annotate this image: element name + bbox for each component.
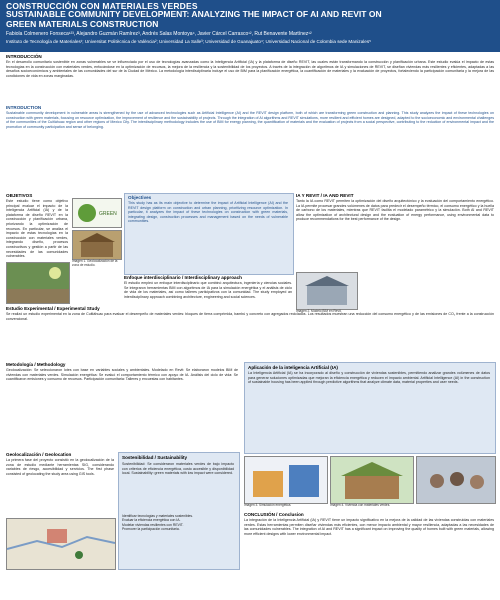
aplicacion-text: La Inteligencia Artificial (IA) se ha incorporado al diseño y construcción de viviendas sostenibles, permitiendo analizar grandes volúmenes de datos para generar soluciones optimizadas que mejoran la eficiencia energética y reducen el impacto ambiental. Artificial Intelligence (AI) in the construction of sustainable housing has been applied through predictive algorithms that analyze climate data, material properties and user needs. [248,371,490,385]
section-conclusion: CONCLUSIÓN / Conclusion [244,512,304,517]
title-line-1: CONSTRUCCIÓN CON MATERIALES VERDES [6,1,198,11]
bullet-item: Promover la participación comunitaria. [122,527,180,532]
site-photo [6,262,70,304]
metodologia-text: Geolocalización: Se seleccionaron lotes con base en variables sociales y ambientales. Modelado en Revit: Se elaboraron modelos BIM de viviendas con materiales verdes. Simulación energética: Se evaluó el comportamiento térmico con apoyo de IA. Análisis del ciclo de vida: Se cuantificaron emisiones y consumo de recursos. Participación comunitaria: Talleres y encuestas con habitantes. [6,368,238,382]
map-image [6,518,116,570]
title-line-2: SUSTAINABLE COMMUNITY DEVELOPMENT: ANALYZING THE IMPACT OF AI AND REVIT ON [6,9,382,19]
simulation-image [244,456,328,504]
caption-fig3: Imagen 3. Simulación energética. [244,503,292,507]
bullet-list [122,514,234,566]
logo-image [72,198,122,228]
section-aplicacion: Aplicación de la inteligencia Artificial (IA) [248,365,338,370]
enfoque-text: El estudio empleó un enfoque interdisciplinario que combinó arquitectura, ingeniería y ciencias sociales. Se integraron herramientas BIM con algoritmos de IA para la simulación energética y el análisis de ciclo de vida de los materiales, así como talleres participativos con la comunidad. The study employed an interdisciplinary approach combining architecture, engineering and social sciences. [124,281,292,299]
svg-text:GREEN: GREEN [99,211,117,217]
caption-fig1: Imagen 1. Geolocalización de la zona de estudio. [72,259,118,267]
bullet-item: Evaluar la eficiencia energética con IA. [122,518,181,523]
house-photo-1 [72,230,122,260]
authors: Fabiola Colmenero Fonseca¹²³, Alejandro Guzmán Ramírez³, Andrés Salas Montoya⁴, Javier Cárcel Carrasco¹², Rut Benavente Martínez¹² [6,31,312,37]
geolocal-text: La primera fase del proyecto consistió en la geolocalización de la zona de estudio mediante herramientas SIG, considerando variables de riesgo, accesibilidad y servicios. The first phase consisted of geolocating the study area using GIS tools. [6,458,114,476]
section-objectives: Objectives [128,195,152,200]
bullet-item: Identificar tecnologías y materiales sostenibles. [122,514,194,518]
conclusion-text: La integración de la Inteligencia Artificial (IA) y REVIT tiene un impacto significativo en la mejora de la calidad de las viviendas construidas con materiales verdes. Estas herramientas permiten diseñar viviendas más eficientes, con menor impacto ambiental y mayor resiliencia, adaptadas a las necesidades de las comunidades vulnerables. The integration of AI and REVIT has a significant impact on improving the quality of homes built with green materials, allowing more efficient designs with lower environmental impact. [244,518,494,536]
title-line-3: GREEN MATERIALS CONSTRUCTION [6,19,159,29]
section-ia-revit: IA Y REVIT / IA AND REVIT [296,193,354,198]
section-sostenib: Sostenibilidad / Sustainability [122,455,188,460]
bullet-item: Modelar viviendas resilientes con REVIT. [122,522,184,527]
objetivos-text: Este estudio tiene como objetivo principal evaluar el impacto de la Inteligencia Artificial (IA) y de la plataforma de diseño REVIT en la construcción y planificación urbana, priorizando la optimización de recursos. En particular, se analiza el impacto de estas tecnologías en la construcción con materiales verdes, integrando diseño, procesos constructivos y gestión a partir de las necesidades de las comunidades vulnerables. [6,199,68,259]
green-house-image [330,456,414,504]
section-enfoque: Enfoque interdisciplinario / Interdisciplinary approach [124,275,242,280]
objectives-text: This study has as its main objective to determine the impact of Artificial Intelligence (AI) and the REVIT design platform on construction and urban planning, prioritizing resource optimization. In particular, it analyzes the impact of these technologies on construction with green materials, integrating design, construction processes and management based on the needs of vulnerable communities. [128,201,288,224]
poster-header [0,0,500,52]
revit-model-photo [296,272,358,310]
section-introduccion: INTRODUCCIÓN [6,54,42,59]
section-geolocal: Geolocalización / Geolocation [6,452,72,457]
ia-revit-text: Tanto la IA como REVIT permiten la optimización del diseño arquitectónico y la evaluación del comportamiento energético. La IA permite procesar grandes volúmenes de datos para predecir el desempeño térmico, el consumo energético y la huella de carbono de los materiales, mientras que REVIT facilita el modelado paramétrico y la simulación. Both AI and REVIT allow the optimization of architectural design and the evaluation of energy performance, using environmental data to produce recommendations for the best performance of the design. [296,199,494,222]
intro-es-text: En el desarrollo comunitario sostenible en zonas vulnerables se ve influenciado por el uso de tecnologías avanzadas como la Inteligencia Artificial (IA) y la plataforma de diseño REVIT, las cuales están transformando la construcción y planificación urbana. Este estudio evalúa el impacto de estas tecnologías en la construcción con materiales verdes, enfocándose en la optimización de recursos, la mejora de la resiliencia y la sostenibilidad de los proyectos. A través de la integración de algoritmos de IA y simulaciones de REVIT, se diseñan viviendas más resilientes y eficientes, adaptadas a las desafíos socioeconómicos y ambientales de las comunidades del sur de la Ciudad de México. La metodología interdisciplinaria incluye el uso de BIM para la planificación energética, la cuantificación de materiales y la evaluación de proyectos, fortaleciendo la participación comunitaria y la mejora de las condiciones de vida en zonas marginadas. [6,60,494,78]
caption-fig2: Imagen 2. Modelo BIM en Revit. [296,309,342,313]
intro-en-text: Sustainable community development in vulnerable areas is strengthened by the use of advanced technologies such as Artificial Intelligence (AI) and the REVIT design platform, both of which are transforming green construction and planning. This study analyzes the impact of these technologies on construction with green materials, focusing on resource optimization, the improvement of resilience and the sustainability of projects. Through the integration of AI algorithms and REVIT simulations, more resilient and efficient homes are designed, adapted to the socioeconomic and environmental challenges of the communities of the Cuitláhuac region and other regions of Mexico City. The interdisciplinary methodology includes the use of BIM for energy planning, the quantification of materials and the evaluation of projects from a social perspective, contributing to the reduction of environmental impact and the promotion of community participation and sense of belonging. [6,111,494,129]
estudio-text: Se realizó un estudio experimental en la zona de Cuitláhuac para evaluar el desempeño de materiales verdes: bloques de tierra comprimida, bambú y concreto con agregados reciclados. Los resultados muestran una reducción del consumo energético y de las emisiones de CO₂ frente a la construcción convencional. [6,312,494,321]
community-photo [416,456,496,504]
affiliations: Instituto de Tecnología de Materiales¹; Universitat Politècnica de València²; Universidad La Salle³; Universidad de Guanajuato⁴; Universidad Nacional de Colombia sede Manizales⁵ [6,39,372,44]
section-metodologia: Metodología / Methodology [6,362,66,367]
section-estudio: Estudio Experimental / Experimental Study [6,306,100,311]
caption-fig4: Imagen 4. Vivienda con materiales verdes. [330,503,391,507]
sostenib-text: Sostenibilidad: Se consideraron materiales verdes de bajo impacto con criterios de eficiencia energética, costo accesible y disponibilidad local. Sustainability: green materials with low impact were considered. [122,462,234,476]
section-introduction: INTRODUCTION [6,105,42,110]
section-objetivos: OBJETIVOS [6,193,33,198]
